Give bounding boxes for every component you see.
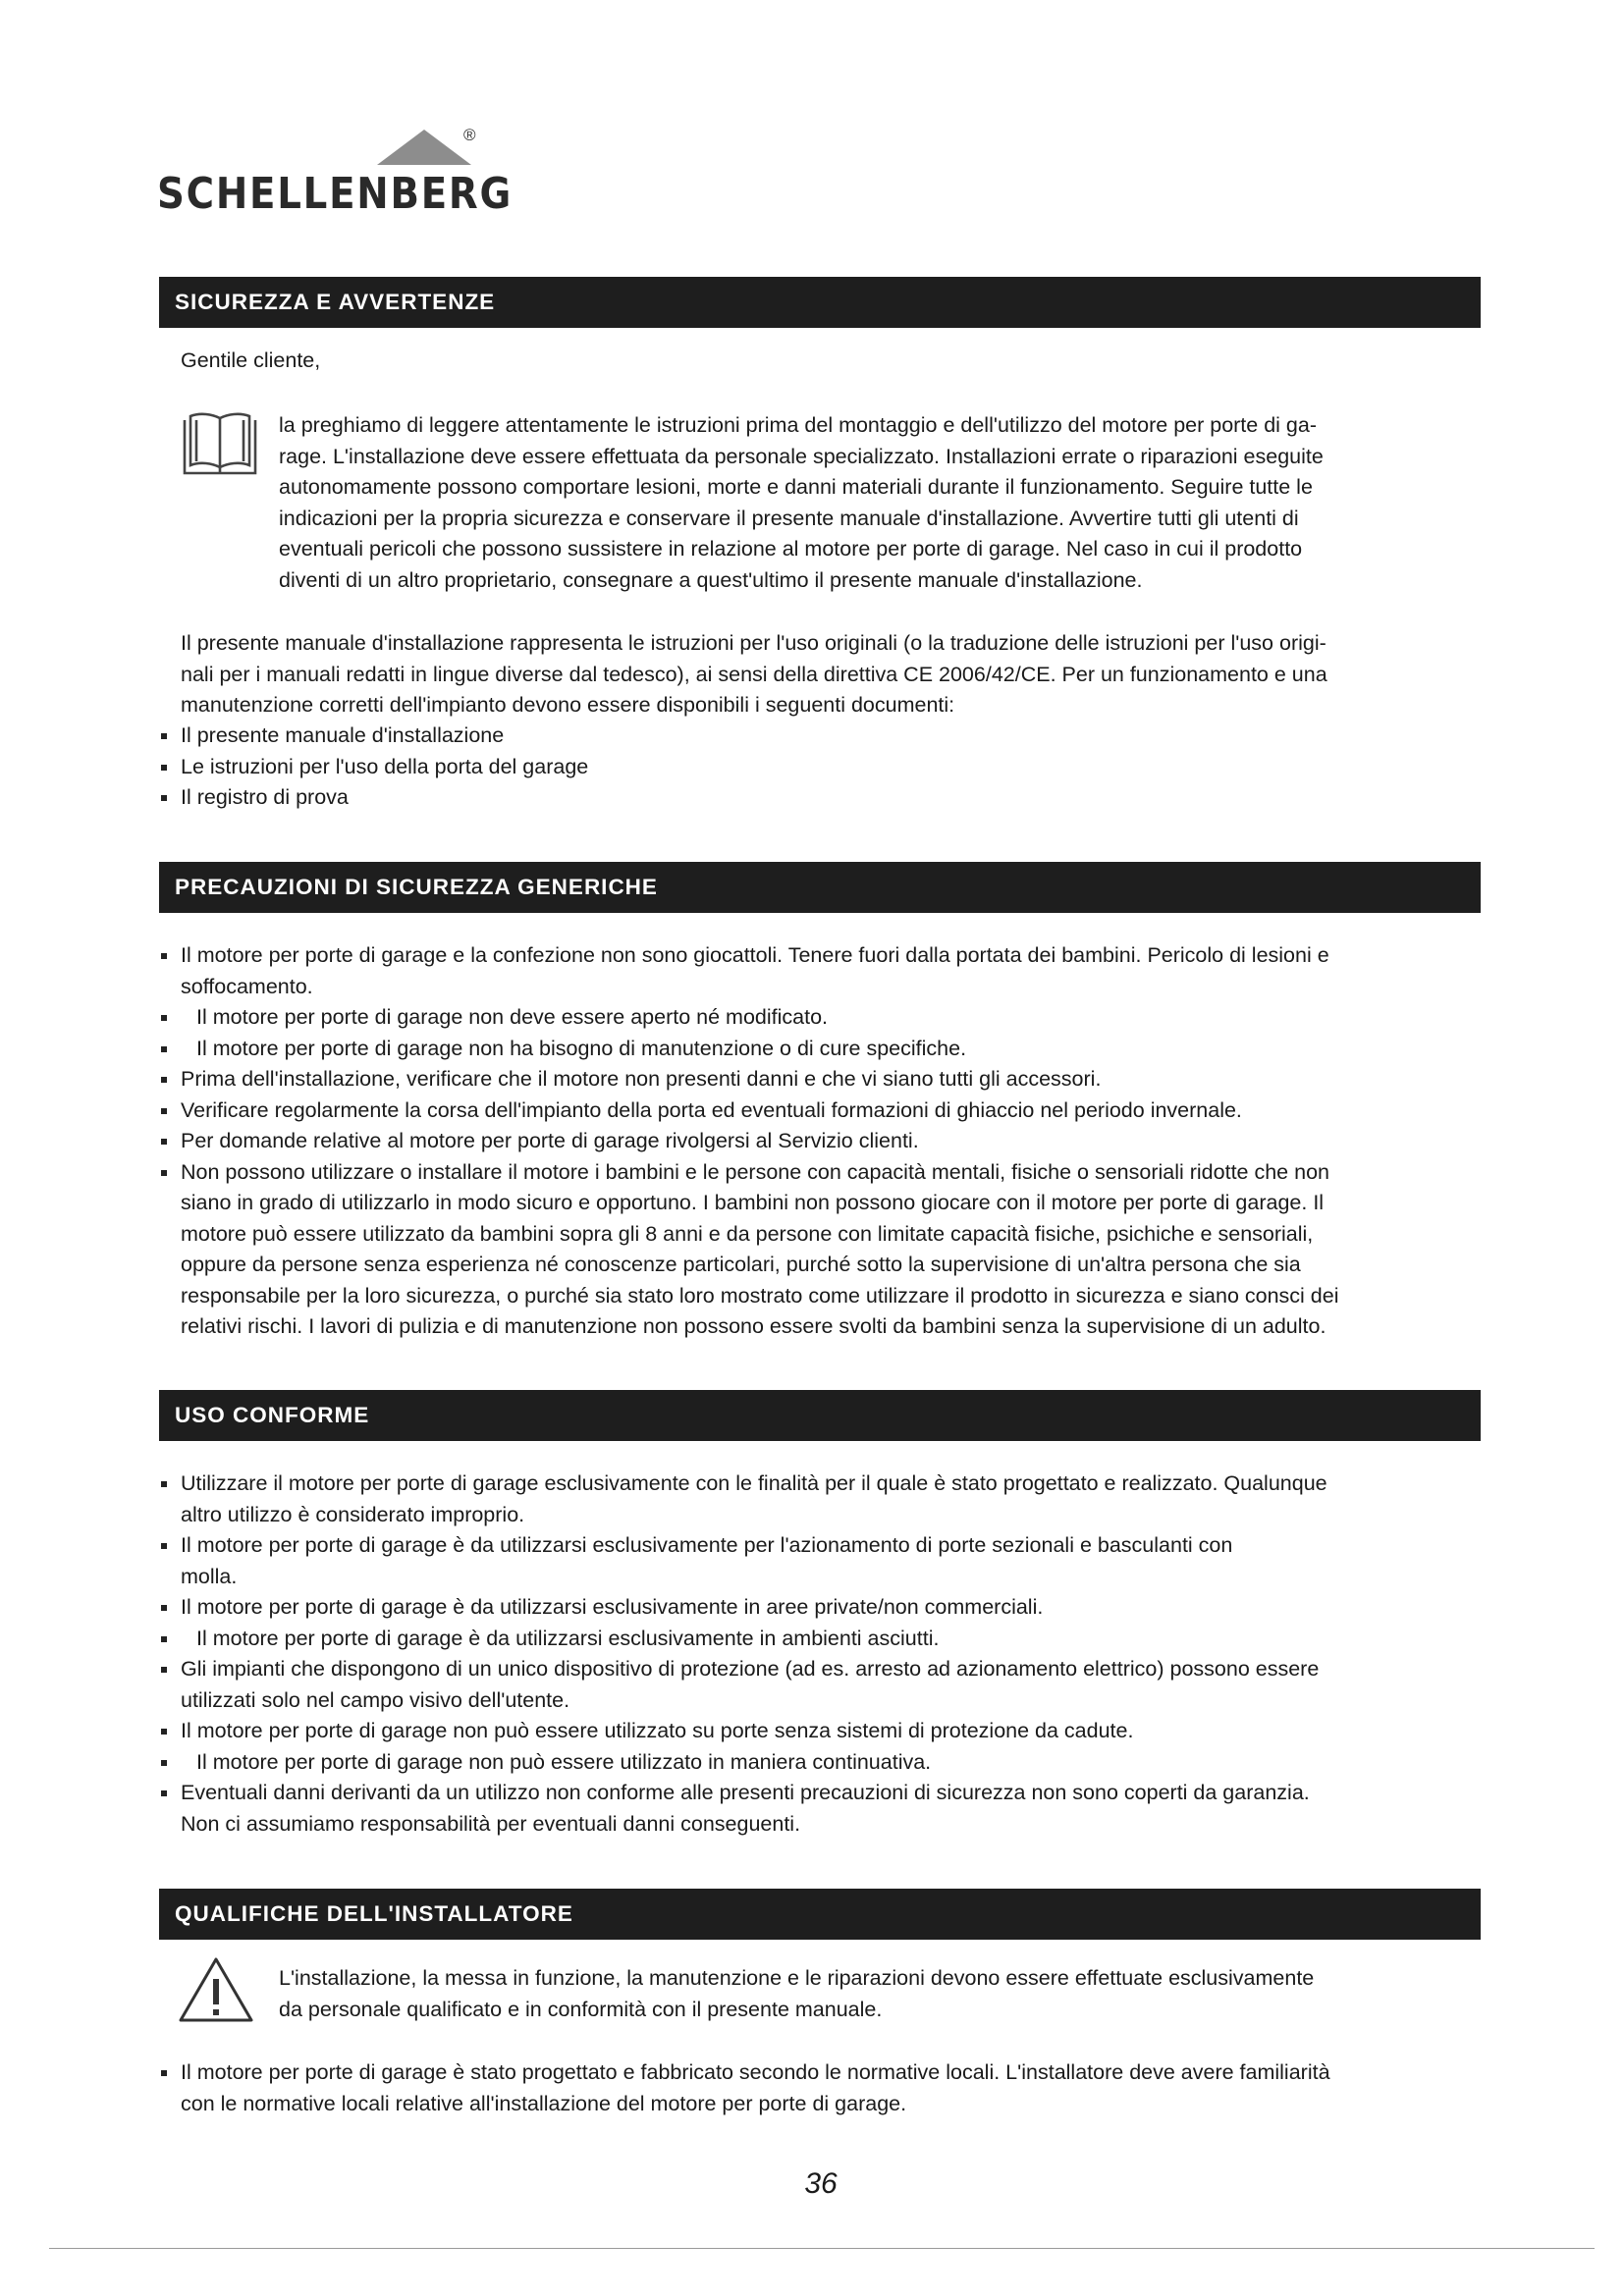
list-item-line: Il motore per porte di garage è da utilizzarsi esclusivamente per l'azionamento di porte sezionali e basculanti con: [181, 1533, 1233, 1557]
list-item-line: siano in grado di utilizzarlo in modo sicuro e opportuno. I bambini non possono giocare con il motore per porte di garage. Il: [181, 1191, 1325, 1214]
section-title-safety: SICUREZZA E AVVERTENZE: [159, 277, 1481, 328]
installer-warning-line: da personale qualificato e in conformità con il presente manuale.: [279, 1997, 883, 2021]
safety-intro-line: la preghiamo di leggere attentamente le istruzioni prima del montaggio e dell'utilizzo del motore per porte di ga-: [279, 413, 1317, 437]
list-item-line: Per domande relative al motore per porte di garage rivolgersi al Servizio clienti.: [181, 1129, 919, 1152]
list-item: [159, 1716, 1327, 1747]
list-item-line: Il motore per porte di garage è da utilizzarsi esclusivamente in aree private/non commerciali.: [181, 1595, 1044, 1619]
list-item: [159, 1034, 1339, 1065]
list-item: Il presente manuale d'installazione: [159, 721, 588, 752]
list-item-line: Gli impianti che dispongono di un unico dispositivo di protezione (ad es. arresto ad azionamento elettrico) possono essere: [181, 1657, 1320, 1681]
list-item-line: Il motore per porte di garage non può essere utilizzato su porte senza sistemi di protezione da cadute.: [181, 1719, 1134, 1742]
list-item: [159, 1002, 1339, 1034]
documents-list: [159, 721, 588, 814]
brand-logo: [157, 126, 514, 224]
section-title-general: PRECAUZIONI DI SICUREZZA GENERICHE: [159, 862, 1481, 913]
safety-intro-line: rage. L'installazione deve essere effettuata da personale specializzato. Installazioni errate o riparazioni eseguite: [279, 444, 1324, 468]
list-item-line: Non possono utilizzare o installare il motore i bambini e le persone con capacità mentali, fisiche o sensoriali ridotte che non: [181, 1159, 1329, 1184]
list-item-line: Eventuali danni derivanti da un utilizzo non conforme alle presenti precauzioni di sicurezza non sono coperti da garanzia.: [181, 1781, 1310, 1804]
safety-intro: [279, 410, 1324, 596]
manual-note-line: Il presente manuale d'installazione rappresenta le istruzioni per l'uso originali (o la traduzione delle istruzioni per l'uso origi-: [181, 631, 1326, 655]
list-item: [159, 1592, 1327, 1624]
brand-name: SCHELLENBERG: [157, 169, 514, 219]
list-item-line: Il motore per porte di garage è da utilizzarsi esclusivamente in ambienti asciutti.: [196, 1626, 940, 1650]
registered-mark: ®: [463, 126, 476, 144]
intended-use-list: [159, 1468, 1327, 1840]
list-item-line: Utilizzare il motore per porte di garage esclusivamente con le finalità per il quale è stato progettato e realizzato. Qualunque: [181, 1471, 1327, 1495]
roof-logo-icon: [377, 130, 471, 169]
list-item-line: relativi rischi. I lavori di pulizia e di manutenzione non possono essere svolti da bambini senza la supervisione di un adulto.: [181, 1314, 1326, 1338]
installer-warning: [279, 1963, 1314, 2025]
manual-note: [181, 628, 1327, 721]
general-precautions-list: [159, 940, 1339, 1343]
list-item-line: Non ci assumiamo responsabilità per eventuali danni conseguenti.: [181, 1811, 801, 1836]
footer-rule: [49, 2248, 1595, 2249]
greeting: Gentile cliente,: [181, 348, 321, 372]
list-item: Il registro di prova: [159, 782, 588, 814]
list-item-line: Il motore per porte di garage non deve essere aperto né modificato.: [196, 1005, 828, 1029]
list-item: [159, 940, 1339, 1002]
list-item-line: oppure da persone senza esperienza né conoscenze particolari, purché sotto la supervisione di un'altra persona che sia: [181, 1253, 1301, 1276]
section-title-intended-use: USO CONFORME: [159, 1390, 1481, 1441]
list-item-line: Il motore per porte di garage è stato progettato e fabbricato secondo le normative locali. L'installatore deve avere familiarità: [181, 2060, 1330, 2084]
safety-intro-line: indicazioni per la propria sicurezza e conservare il presente manuale d'installazione. Avvertire tutti gli utenti di: [279, 506, 1299, 530]
list-item: [159, 1468, 1327, 1530]
list-item: [159, 1530, 1327, 1592]
list-item-line: motore può essere utilizzato da bambini sopra gli 8 anni e da persone con limitate capacità fisiche, psichiche e sensoriali,: [181, 1221, 1314, 1246]
list-item: [159, 1778, 1327, 1840]
manual-note-line: nali per i manuali redatti in lingue diverse dal tedesco), ai sensi della direttiva CE 2006/42/CE. Per un funzionamento e una: [181, 662, 1327, 686]
list-item-line: altro utilizzo è considerato improprio.: [181, 1502, 525, 1526]
installer-warning-line: L'installazione, la messa in funzione, la manutenzione e le riparazioni devono essere effettuate esclusivamente: [279, 1966, 1315, 1990]
page-number: 36: [804, 2167, 838, 2200]
list-item-line: Il motore per porte di garage non può essere utilizzato in maniera continuativa.: [196, 1749, 932, 1774]
manual-note-line: manutenzione corretti dell'impianto devono essere disponibili i seguenti documenti:: [181, 693, 955, 717]
list-item: [159, 2057, 1330, 2119]
list-item: [159, 1126, 1339, 1157]
list-item: [159, 1157, 1339, 1343]
safety-intro-line: autonomamente possono comportare lesioni, morte e danni materiali durante il funzionamento. Seguire tutte le: [279, 475, 1313, 499]
list-item-line: soffocamento.: [181, 974, 313, 998]
safety-intro-line: eventuali pericoli che possono sussistere in relazione al motore per porte di garage. Nel caso in cui il prodotto: [279, 537, 1303, 561]
section-title-installer: QUALIFICHE DELL'INSTALLATORE: [159, 1889, 1481, 1940]
book-icon: [181, 408, 259, 479]
list-item-line: utilizzati solo nel campo visivo dell'utente.: [181, 1687, 570, 1712]
list-item-line: molla.: [181, 1564, 238, 1588]
list-item: [159, 1064, 1339, 1095]
list-item: [159, 1654, 1327, 1716]
list-item: [159, 1624, 1327, 1655]
list-item-line: Verificare regolarmente la corsa dell'impianto della porta ed eventuali formazioni di ghiaccio nel periodo invernale.: [181, 1097, 1242, 1122]
list-item-line: responsabile per la loro sicurezza, o purché sia stato loro mostrato come utilizzare il prodotto in sicurezza e siano consci dei: [181, 1283, 1339, 1308]
list-item-line: Prima dell'installazione, verificare che il motore non presenti danni e che vi siano tutti gli accessori.: [181, 1067, 1102, 1091]
warning-triangle-icon: [177, 1955, 255, 2024]
installer-list: [159, 2057, 1330, 2119]
list-item-line: Il motore per porte di garage non ha bisogno di manutenzione o di cure specifiche.: [196, 1036, 967, 1060]
list-item: [159, 1095, 1339, 1127]
safety-intro-line: diventi di un altro proprietario, consegnare a quest'ultimo il presente manuale d'installazione.: [279, 567, 1143, 592]
list-item-line: Il motore per porte di garage e la confezione non sono giocattoli. Tenere fuori dalla portata dei bambini. Pericolo di lesioni e: [181, 943, 1329, 967]
list-item-line: con le normative locali relative all'installazione del motore per porte di garage.: [181, 2091, 907, 2115]
list-item: [159, 1747, 1327, 1779]
list-item: Le istruzioni per l'uso della porta del garage: [159, 752, 588, 783]
